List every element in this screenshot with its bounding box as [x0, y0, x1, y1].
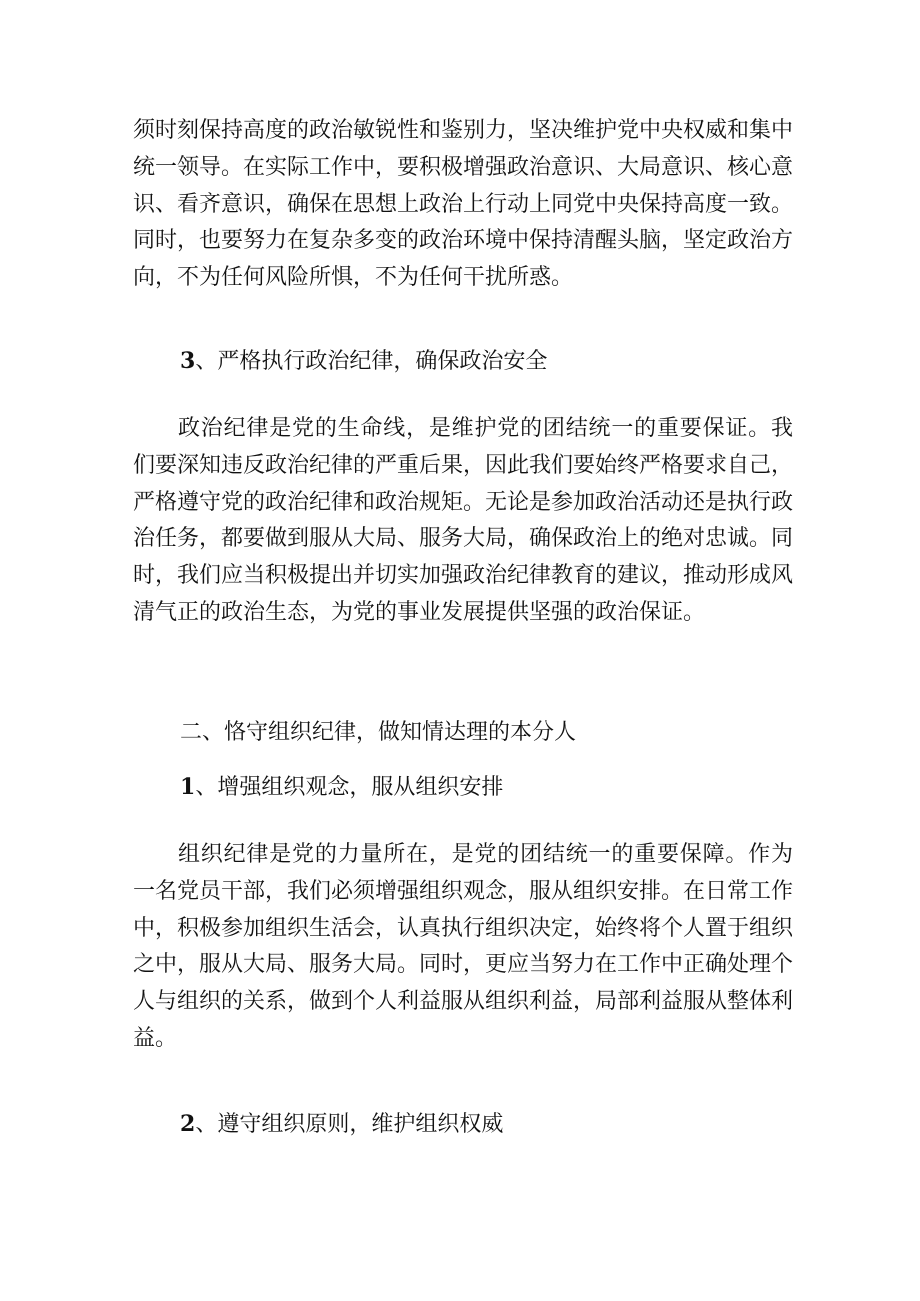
paragraph-political-sensitivity: 须时刻保持高度的政治敏锐性和鉴别力，坚决维护党中央权威和集中统一领导。在实际工作中，要积极增强政治意识、大局意识、核心意识、看齐意识，确保在思想上政治上行动上同党中央保持高度一致。同时，也要努力在复杂多变的政治环境中保持清醒头脑，坚定政治方向，不为任何风险所惧，不为任何干扰所惑。	[133, 118, 794, 291]
subheading-organizational-concept	[180, 769, 503, 807]
subheading-political-discipline	[180, 343, 547, 381]
subheading-number: 1	[180, 774, 196, 800]
subheading-number: 3	[180, 348, 196, 374]
subheading-organizational-principles	[180, 1106, 503, 1144]
paragraph-political-discipline: 政治纪律是党的生命线，是维护党的团结统一的重要保证。我们要深知违反政治纪律的严重后果，因此我们要始终严格要求自己，严格遵守党的政治纪律和政治规矩。无论是参加政治活动还是执行政治任务，都要做到服从大局、服务大局，确保政治上的绝对忠诚。同时，我们应当积极提出并切实加强政治纪律教育的建议，推动形成风清气正的政治生态，为党的事业发展提供坚强的政治保证。	[133, 416, 794, 625]
subheading-number: 2	[180, 1111, 196, 1137]
paragraph-organizational-discipline: 组织纪律是党的力量所在，是党的团结统一的重要保障。作为一名党员干部，我们必须增强组织观念，服从组织安排。在日常工作中，积极参加组织生活会，认真执行组织决定，始终将个人置于组织之中，服从大局、服务大局。同时，更应当努力在工作中正确处理个人与组织的关系，做到个人利益服从组织利益，局部利益服从整体利益。	[133, 842, 794, 1051]
section-heading-organizational-discipline: 二、恪守组织纪律，做知情达理的本分人	[180, 720, 577, 745]
subheading-text: 、遵守组织原则，维护组织权威	[195, 1112, 504, 1137]
subheading-text: 、严格执行政治纪律，确保政治安全	[195, 349, 548, 374]
subheading-text: 、增强组织观念，服从组织安排	[195, 775, 504, 800]
